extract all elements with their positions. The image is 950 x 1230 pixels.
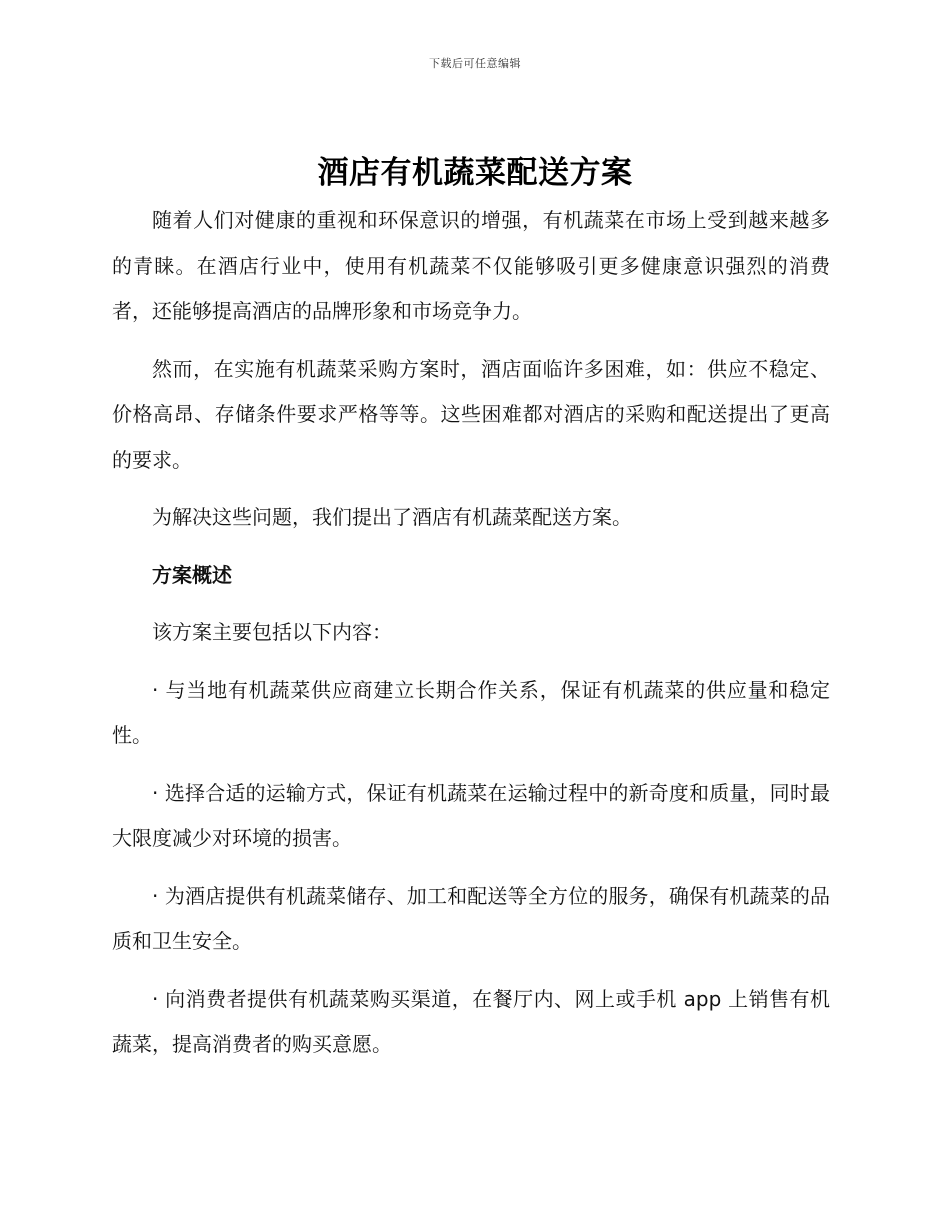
section-heading: 方案概述 — [152, 562, 232, 587]
list-item-1: · 与当地有机蔬菜供应商建立长期合作关系，保证有机蔬菜的供应量和稳定性。 — [112, 677, 830, 747]
list-item-2: · 选择合适的运输方式，保证有机蔬菜在运输过程中的新奇度和质量，同时最大限度减少对环境的损害。 — [112, 780, 830, 850]
paragraph-2: 然而，在实施有机蔬菜采购方案时，酒店面临许多困难，如：供应不稳定、价格高昂、存储条件要求严格等等。这些困难都对酒店的采购和配送提出了更高的要求。 — [112, 356, 830, 472]
paragraph-3: 为解决这些问题，我们提出了酒店有机蔬菜配送方案。 — [152, 505, 632, 529]
document-title: 酒店有机蔬菜配送方案 — [317, 155, 633, 191]
document-body — [112, 198, 830, 1080]
paragraph-1: 随着人们对健康的重视和环保意识的增强，有机蔬菜在市场上受到越来越多的青睐。在酒店行业中，使用有机蔬菜不仅能够吸引更多健康意识强烈的消费者，还能够提高酒店的品牌形象和市场竞争力。 — [112, 208, 830, 323]
section-intro: 该方案主要包括以下内容： — [152, 620, 392, 644]
header-note: 下载后可任意编辑 — [429, 57, 521, 70]
list-item-4: · 向消费者提供有机蔬菜购买渠道，在餐厅内、网上或手机 app 上销售有机蔬菜，提高消费者的购买意愿。 — [112, 986, 830, 1056]
list-item-3: · 为酒店提供有机蔬菜储存、加工和配送等全方位的服务，确保有机蔬菜的品质和卫生安全。 — [112, 883, 830, 953]
